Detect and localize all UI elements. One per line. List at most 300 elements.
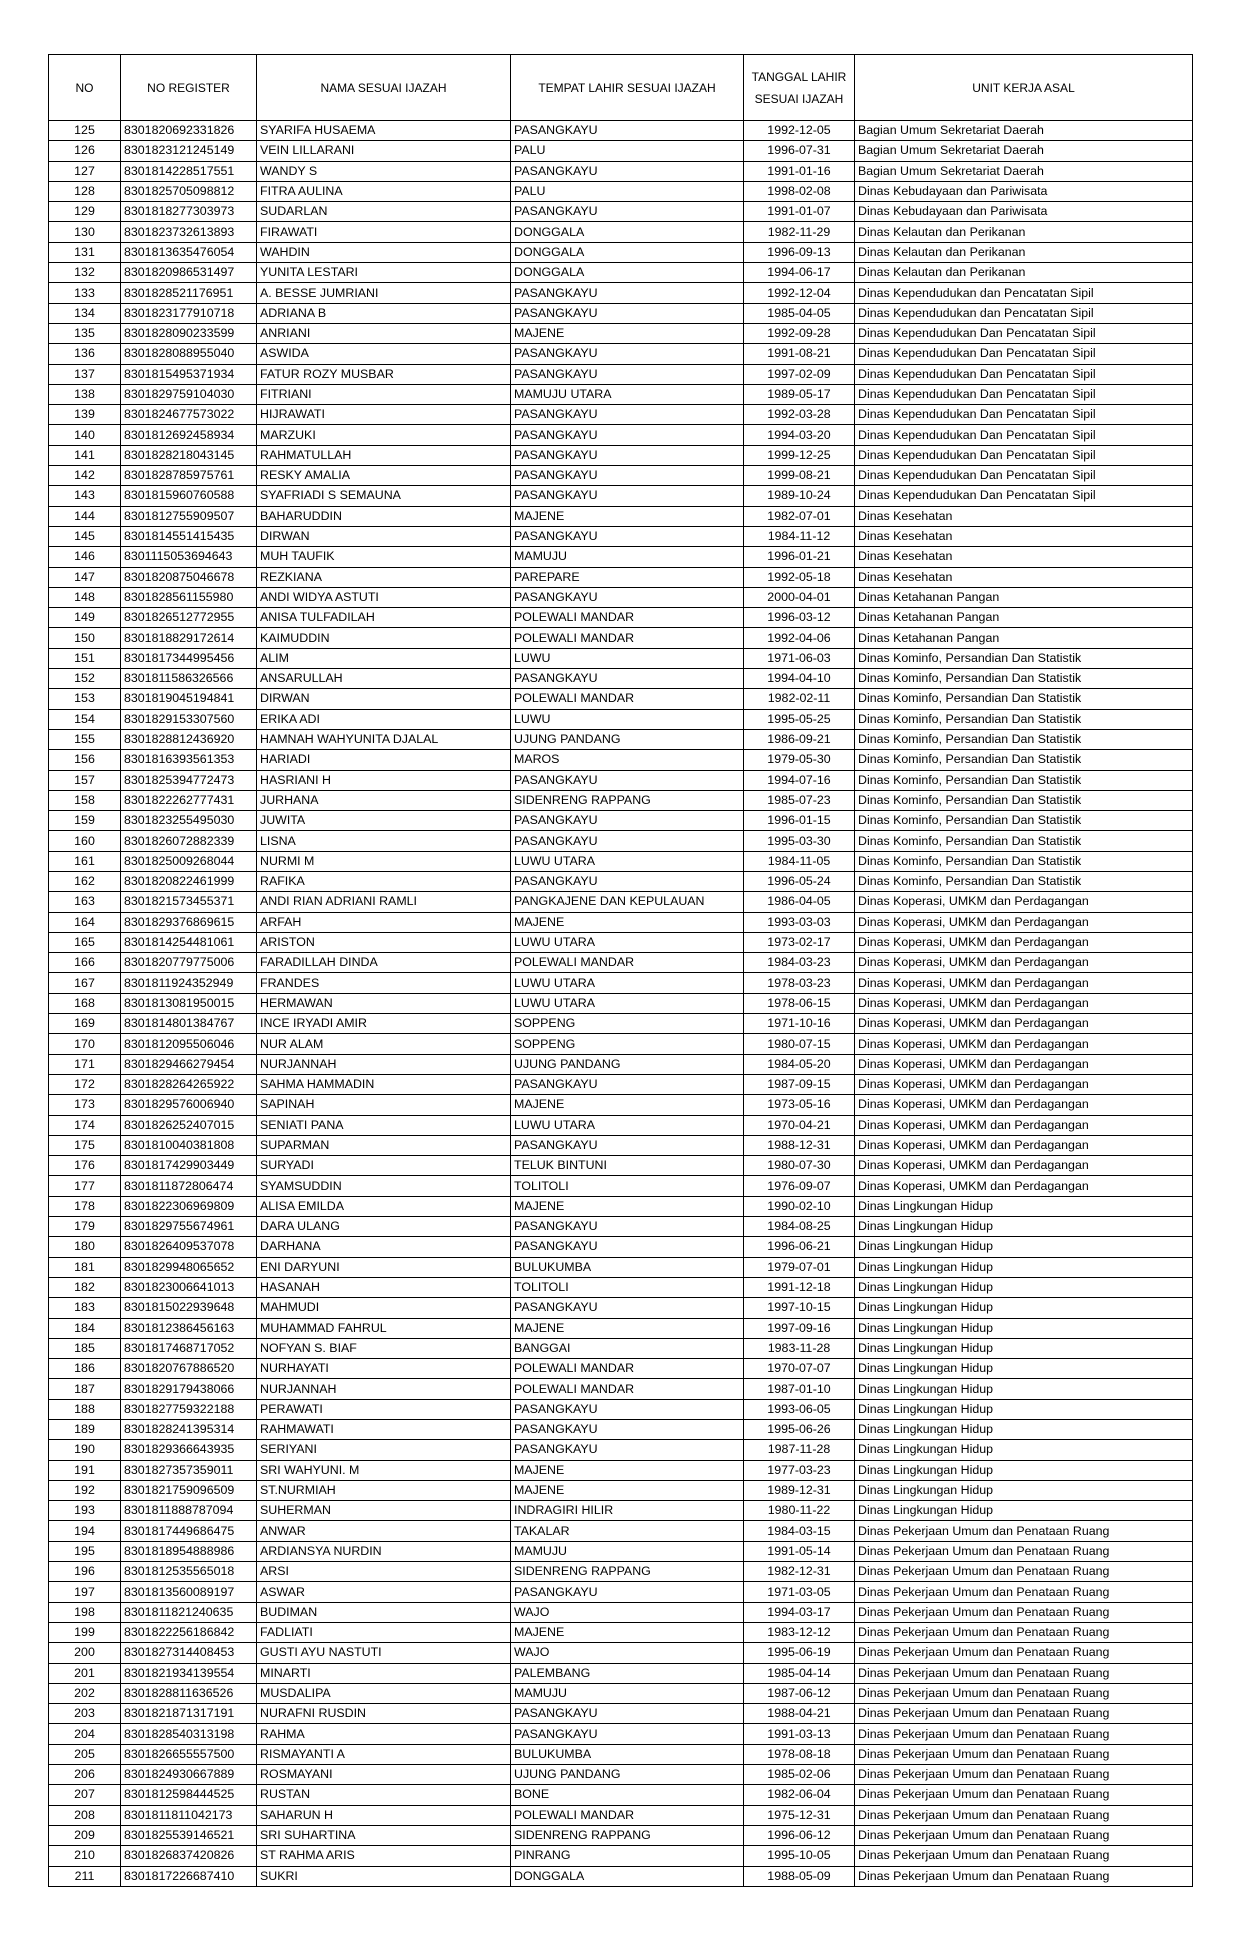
cell-name: ST.NURMIAH	[257, 1480, 511, 1500]
cell-birthdate: 1983-12-12	[744, 1622, 855, 1642]
cell-birthplace: PASANGKAYU	[511, 405, 744, 425]
cell-birthdate: 1970-04-21	[744, 1115, 855, 1135]
cell-birthplace: PALEMBANG	[511, 1663, 744, 1683]
cell-birthdate: 1982-02-11	[744, 689, 855, 709]
cell-unit: Dinas Koperasi, UMKM dan Perdagangan	[855, 1176, 1193, 1196]
cell-birthplace: PALU	[511, 141, 744, 161]
cell-unit: Dinas Kebudayaan dan Pariwisata	[855, 202, 1193, 222]
cell-birthdate: 1987-09-15	[744, 1074, 855, 1094]
cell-birthplace: PINRANG	[511, 1846, 744, 1866]
cell-name: SUKRI	[257, 1866, 511, 1886]
table-row	[49, 384, 1193, 404]
cell-birthdate: 1989-05-17	[744, 384, 855, 404]
table-row	[49, 1014, 1193, 1034]
cell-name: ROSMAYANI	[257, 1765, 511, 1785]
cell-register: 8301817449686475	[121, 1521, 257, 1541]
cell-birthplace: PASANGKAYU	[511, 1237, 744, 1257]
table-row	[49, 1785, 1193, 1805]
cell-name: HERMAWAN	[257, 993, 511, 1013]
cell-birthdate: 1989-10-24	[744, 486, 855, 506]
cell-birthdate: 1976-09-07	[744, 1176, 855, 1196]
cell-no: 189	[49, 1420, 121, 1440]
cell-unit: Dinas Kominfo, Persandian Dan Statistik	[855, 871, 1193, 891]
cell-name: WAHDIN	[257, 242, 511, 262]
cell-unit: Dinas Pekerjaan Umum dan Penataan Ruang	[855, 1744, 1193, 1764]
cell-register: 8301812095506046	[121, 1034, 257, 1054]
cell-unit: Dinas Ketahanan Pangan	[855, 628, 1193, 648]
cell-name: NURMI M	[257, 851, 511, 871]
table-row	[49, 486, 1193, 506]
cell-unit: Dinas Koperasi, UMKM dan Perdagangan	[855, 973, 1193, 993]
cell-unit: Dinas Koperasi, UMKM dan Perdagangan	[855, 1095, 1193, 1115]
cell-birthdate: 1992-03-28	[744, 405, 855, 425]
table-row	[49, 1501, 1193, 1521]
cell-no: 197	[49, 1582, 121, 1602]
cell-birthdate: 1992-04-06	[744, 628, 855, 648]
cell-no: 132	[49, 263, 121, 283]
cell-name: RISMAYANTI A	[257, 1744, 511, 1764]
cell-register: 8301813635476054	[121, 242, 257, 262]
cell-name: ADRIANA B	[257, 303, 511, 323]
cell-unit: Dinas Kependudukan Dan Pencatatan Sipil	[855, 323, 1193, 343]
cell-birthplace: MAMUJU	[511, 547, 744, 567]
cell-birthplace: MAROS	[511, 750, 744, 770]
cell-register: 8301828088955040	[121, 344, 257, 364]
cell-unit: Dinas Kominfo, Persandian Dan Statistik	[855, 689, 1193, 709]
cell-birthplace: PANGKAJENE DAN KEPULAUAN	[511, 892, 744, 912]
cell-name: NUR ALAM	[257, 1034, 511, 1054]
cell-unit: Dinas Kominfo, Persandian Dan Statistik	[855, 669, 1193, 689]
cell-birthdate: 1997-10-15	[744, 1298, 855, 1318]
cell-no: 188	[49, 1399, 121, 1419]
cell-no: 201	[49, 1663, 121, 1683]
table-row	[49, 1420, 1193, 1440]
cell-name: BUDIMAN	[257, 1602, 511, 1622]
cell-unit: Dinas Koperasi, UMKM dan Perdagangan	[855, 1115, 1193, 1135]
cell-birthplace: DONGGALA	[511, 263, 744, 283]
table-row	[49, 1217, 1193, 1237]
cell-no: 203	[49, 1704, 121, 1724]
cell-unit: Dinas Pekerjaan Umum dan Penataan Ruang	[855, 1704, 1193, 1724]
table-row	[49, 750, 1193, 770]
cell-no: 211	[49, 1866, 121, 1886]
cell-unit: Dinas Kesehatan	[855, 506, 1193, 526]
cell-birthdate: 1988-05-09	[744, 1866, 855, 1886]
cell-name: SAPINAH	[257, 1095, 511, 1115]
cell-no: 154	[49, 709, 121, 729]
cell-birthdate: 1982-07-01	[744, 506, 855, 526]
cell-name: MAHMUDI	[257, 1298, 511, 1318]
cell-unit: Dinas Kominfo, Persandian Dan Statistik	[855, 790, 1193, 810]
cell-birthdate: 1996-06-21	[744, 1237, 855, 1257]
cell-register: 8301820692331826	[121, 121, 257, 141]
cell-register: 8301812386456163	[121, 1318, 257, 1338]
cell-birthplace: PASANGKAYU	[511, 1135, 744, 1155]
cell-no: 161	[49, 851, 121, 871]
cell-no: 125	[49, 121, 121, 141]
cell-register: 8301822256186842	[121, 1622, 257, 1642]
cell-no: 140	[49, 425, 121, 445]
table-row	[49, 364, 1193, 384]
cell-name: VEIN LILLARANI	[257, 141, 511, 161]
cell-register: 8301829376869615	[121, 912, 257, 932]
table-row	[49, 1196, 1193, 1216]
cell-name: RAFIKA	[257, 871, 511, 891]
cell-no: 150	[49, 628, 121, 648]
cell-unit: Dinas Pekerjaan Umum dan Penataan Ruang	[855, 1582, 1193, 1602]
table-row	[49, 1440, 1193, 1460]
cell-register: 8301817429903449	[121, 1156, 257, 1176]
cell-no: 209	[49, 1825, 121, 1845]
cell-birthdate: 1995-10-05	[744, 1846, 855, 1866]
cell-register: 8301811888787094	[121, 1501, 257, 1521]
cell-birthdate: 1984-11-05	[744, 851, 855, 871]
cell-no: 183	[49, 1298, 121, 1318]
cell-register: 8301823121245149	[121, 141, 257, 161]
cell-name: A. BESSE JUMRIANI	[257, 283, 511, 303]
cell-unit: Dinas Kominfo, Persandian Dan Statistik	[855, 648, 1193, 668]
cell-birthdate: 1980-07-15	[744, 1034, 855, 1054]
cell-name: DARHANA	[257, 1237, 511, 1257]
cell-no: 173	[49, 1095, 121, 1115]
cell-birthplace: LUWU UTARA	[511, 932, 744, 952]
cell-no: 196	[49, 1562, 121, 1582]
cell-birthplace: PASANGKAYU	[511, 770, 744, 790]
cell-register: 8301814254481061	[121, 932, 257, 952]
cell-birthdate: 1988-04-21	[744, 1704, 855, 1724]
cell-birthdate: 1996-05-24	[744, 871, 855, 891]
cell-register: 8301828812436920	[121, 729, 257, 749]
cell-birthdate: 1987-01-10	[744, 1379, 855, 1399]
cell-register: 8301827759322188	[121, 1399, 257, 1419]
cell-no: 130	[49, 222, 121, 242]
cell-birthplace: POLEWALI MANDAR	[511, 608, 744, 628]
cell-birthplace: SIDENRENG RAPPANG	[511, 1825, 744, 1845]
cell-unit: Dinas Lingkungan Hidup	[855, 1420, 1193, 1440]
cell-no: 127	[49, 161, 121, 181]
cell-unit: Dinas Koperasi, UMKM dan Perdagangan	[855, 1074, 1193, 1094]
cell-register: 8301829948065652	[121, 1257, 257, 1277]
table-row	[49, 1805, 1193, 1825]
cell-no: 176	[49, 1156, 121, 1176]
cell-birthdate: 1978-03-23	[744, 973, 855, 993]
cell-birthdate: 1985-04-05	[744, 303, 855, 323]
cell-birthplace: PASANGKAYU	[511, 831, 744, 851]
cell-unit: Dinas Pekerjaan Umum dan Penataan Ruang	[855, 1846, 1193, 1866]
cell-birthdate: 1999-12-25	[744, 445, 855, 465]
cell-no: 195	[49, 1541, 121, 1561]
cell-birthdate: 1991-05-14	[744, 1541, 855, 1561]
cell-unit: Dinas Koperasi, UMKM dan Perdagangan	[855, 1054, 1193, 1074]
table-row	[49, 953, 1193, 973]
cell-register: 8301811872806474	[121, 1176, 257, 1196]
cell-register: 8301825394772473	[121, 770, 257, 790]
cell-register: 8301815022939648	[121, 1298, 257, 1318]
cell-no: 133	[49, 283, 121, 303]
cell-no: 191	[49, 1460, 121, 1480]
cell-name: GUSTI AYU NASTUTI	[257, 1643, 511, 1663]
cell-no: 165	[49, 932, 121, 952]
cell-register: 8301823732613893	[121, 222, 257, 242]
cell-unit: Dinas Kesehatan	[855, 547, 1193, 567]
cell-no: 172	[49, 1074, 121, 1094]
cell-name: SENIATI PANA	[257, 1115, 511, 1135]
table-row	[49, 871, 1193, 891]
cell-birthdate: 1994-03-20	[744, 425, 855, 445]
cell-no: 199	[49, 1622, 121, 1642]
cell-name: RESKY AMALIA	[257, 466, 511, 486]
cell-birthplace: MAJENE	[511, 1460, 744, 1480]
cell-birthplace: TOLITOLI	[511, 1277, 744, 1297]
cell-register: 8301829366643935	[121, 1440, 257, 1460]
cell-name: HARIADI	[257, 750, 511, 770]
cell-birthplace: PASANGKAYU	[511, 344, 744, 364]
cell-no: 206	[49, 1765, 121, 1785]
cell-name: INCE IRYADI AMIR	[257, 1014, 511, 1034]
cell-birthplace: MAJENE	[511, 912, 744, 932]
cell-name: ARFAH	[257, 912, 511, 932]
cell-unit: Dinas Koperasi, UMKM dan Perdagangan	[855, 1135, 1193, 1155]
cell-register: 8301820767886520	[121, 1359, 257, 1379]
cell-birthdate: 1995-05-25	[744, 709, 855, 729]
cell-register: 8301828090233599	[121, 323, 257, 343]
cell-unit: Dinas Ketahanan Pangan	[855, 608, 1193, 628]
table-row	[49, 547, 1193, 567]
cell-register: 8301829179438066	[121, 1379, 257, 1399]
cell-birthdate: 1999-08-21	[744, 466, 855, 486]
cell-no: 177	[49, 1176, 121, 1196]
cell-name: REZKIANA	[257, 567, 511, 587]
cell-name: FRANDES	[257, 973, 511, 993]
cell-register: 8301825539146521	[121, 1825, 257, 1845]
cell-birthplace: PASANGKAYU	[511, 1074, 744, 1094]
register-table	[48, 54, 1193, 1887]
table-row	[49, 242, 1193, 262]
table-row	[49, 1338, 1193, 1358]
cell-unit: Dinas Lingkungan Hidup	[855, 1277, 1193, 1297]
cell-name: FITRA AULINA	[257, 181, 511, 201]
table-row	[49, 263, 1193, 283]
cell-birthplace: SIDENRENG RAPPANG	[511, 1562, 744, 1582]
cell-register: 8301824677573022	[121, 405, 257, 425]
cell-birthdate: 1985-07-23	[744, 790, 855, 810]
cell-birthdate: 1971-06-03	[744, 648, 855, 668]
cell-no: 145	[49, 526, 121, 546]
cell-register: 8301823177910718	[121, 303, 257, 323]
cell-register: 8301819045194841	[121, 689, 257, 709]
cell-no: 175	[49, 1135, 121, 1155]
cell-birthplace: BONE	[511, 1785, 744, 1805]
cell-birthplace: POLEWALI MANDAR	[511, 689, 744, 709]
cell-birthplace: PASANGKAYU	[511, 466, 744, 486]
cell-name: ALISA EMILDA	[257, 1196, 511, 1216]
cell-register: 8301821871317191	[121, 1704, 257, 1724]
table-row	[49, 973, 1193, 993]
cell-unit: Dinas Kependudukan Dan Pencatatan Sipil	[855, 445, 1193, 465]
cell-name: HIJRAWATI	[257, 405, 511, 425]
cell-register: 8301818954888986	[121, 1541, 257, 1561]
cell-unit: Dinas Kelautan dan Perikanan	[855, 242, 1193, 262]
cell-no: 198	[49, 1602, 121, 1622]
cell-register: 8301827357359011	[121, 1460, 257, 1480]
cell-birthdate: 1992-05-18	[744, 567, 855, 587]
cell-birthdate: 1991-01-16	[744, 161, 855, 181]
cell-unit: Dinas Pekerjaan Umum dan Penataan Ruang	[855, 1724, 1193, 1744]
cell-unit: Dinas Lingkungan Hidup	[855, 1237, 1193, 1257]
cell-birthdate: 1987-11-28	[744, 1440, 855, 1460]
cell-birthdate: 1994-04-10	[744, 669, 855, 689]
cell-birthdate: 1996-07-31	[744, 141, 855, 161]
cell-birthdate: 1993-03-03	[744, 912, 855, 932]
cell-unit: Bagian Umum Sekretariat Daerah	[855, 161, 1193, 181]
cell-name: JURHANA	[257, 790, 511, 810]
cell-register: 8301826655557500	[121, 1744, 257, 1764]
cell-birthplace: PASANGKAYU	[511, 425, 744, 445]
cell-no: 169	[49, 1014, 121, 1034]
table-row	[49, 1825, 1193, 1845]
cell-birthdate: 1971-10-16	[744, 1014, 855, 1034]
table-row	[49, 141, 1193, 161]
cell-birthdate: 1991-03-13	[744, 1724, 855, 1744]
cell-no: 128	[49, 181, 121, 201]
cell-birthplace: MAJENE	[511, 506, 744, 526]
cell-unit: Dinas Pekerjaan Umum dan Penataan Ruang	[855, 1866, 1193, 1886]
cell-no: 143	[49, 486, 121, 506]
cell-no: 180	[49, 1237, 121, 1257]
cell-birthdate: 1997-09-16	[744, 1318, 855, 1338]
table-header	[49, 55, 1193, 121]
cell-unit: Dinas Koperasi, UMKM dan Perdagangan	[855, 892, 1193, 912]
cell-birthdate: 1993-06-05	[744, 1399, 855, 1419]
cell-birthplace: MAJENE	[511, 1095, 744, 1115]
cell-no: 166	[49, 953, 121, 973]
cell-register: 8301824930667889	[121, 1765, 257, 1785]
cell-register: 8301811586326566	[121, 669, 257, 689]
cell-birthdate: 1995-06-19	[744, 1643, 855, 1663]
cell-birthplace: PASANGKAYU	[511, 161, 744, 181]
cell-register: 8301812598444525	[121, 1785, 257, 1805]
header-birthplace: TEMPAT LAHIR SESUAI IJAZAH	[511, 55, 744, 121]
cell-register: 8301811811042173	[121, 1805, 257, 1825]
cell-no: 208	[49, 1805, 121, 1825]
table-row	[49, 1176, 1193, 1196]
table-body	[49, 121, 1193, 1887]
cell-register: 8301814551415435	[121, 526, 257, 546]
cell-birthdate: 1994-07-16	[744, 770, 855, 790]
cell-birthplace: TOLITOLI	[511, 1176, 744, 1196]
cell-birthplace: MAMUJU	[511, 1683, 744, 1703]
cell-name: ARISTON	[257, 932, 511, 952]
cell-name: NURJANNAH	[257, 1054, 511, 1074]
cell-name: SYARIFA HUSAEMA	[257, 121, 511, 141]
table-row	[49, 1379, 1193, 1399]
cell-register: 8301825705098812	[121, 181, 257, 201]
cell-unit: Dinas Kependudukan Dan Pencatatan Sipil	[855, 425, 1193, 445]
cell-no: 152	[49, 669, 121, 689]
cell-unit: Dinas Kependudukan Dan Pencatatan Sipil	[855, 344, 1193, 364]
cell-birthdate: 1991-08-21	[744, 344, 855, 364]
cell-birthdate: 1996-01-15	[744, 811, 855, 831]
cell-name: ALIM	[257, 648, 511, 668]
cell-register: 8301826837420826	[121, 1846, 257, 1866]
cell-name: ARDIANSYA NURDIN	[257, 1541, 511, 1561]
cell-unit: Dinas Koperasi, UMKM dan Perdagangan	[855, 1014, 1193, 1034]
cell-no: 167	[49, 973, 121, 993]
cell-register: 8301115053694643	[121, 547, 257, 567]
cell-birthdate: 1984-03-15	[744, 1521, 855, 1541]
cell-name: DIRWAN	[257, 526, 511, 546]
cell-birthplace: POLEWALI MANDAR	[511, 1805, 744, 1825]
cell-birthdate: 1973-05-16	[744, 1095, 855, 1115]
cell-name: HASRIANI H	[257, 770, 511, 790]
cell-birthdate: 1990-02-10	[744, 1196, 855, 1216]
cell-name: ANRIANI	[257, 323, 511, 343]
cell-birthdate: 1982-06-04	[744, 1785, 855, 1805]
cell-name: MUHAMMAD FAHRUL	[257, 1318, 511, 1338]
cell-register: 8301814228517551	[121, 161, 257, 181]
cell-name: PERAWATI	[257, 1399, 511, 1419]
table-row	[49, 932, 1193, 952]
cell-name: ST RAHMA ARIS	[257, 1846, 511, 1866]
cell-unit: Dinas Lingkungan Hidup	[855, 1257, 1193, 1277]
cell-unit: Dinas Kependudukan dan Pencatatan Sipil	[855, 283, 1193, 303]
cell-no: 168	[49, 993, 121, 1013]
cell-no: 156	[49, 750, 121, 770]
cell-no: 185	[49, 1338, 121, 1358]
table-row	[49, 161, 1193, 181]
table-row	[49, 181, 1193, 201]
cell-name: KAIMUDDIN	[257, 628, 511, 648]
table-row	[49, 1095, 1193, 1115]
cell-birthplace: PASANGKAYU	[511, 669, 744, 689]
table-row	[49, 1054, 1193, 1074]
cell-unit: Dinas Pekerjaan Umum dan Penataan Ruang	[855, 1785, 1193, 1805]
cell-birthplace: PASANGKAYU	[511, 364, 744, 384]
table-row	[49, 1115, 1193, 1135]
cell-unit: Dinas Kependudukan Dan Pencatatan Sipil	[855, 486, 1193, 506]
cell-birthplace: PASANGKAYU	[511, 303, 744, 323]
cell-register: 8301826409537078	[121, 1237, 257, 1257]
cell-no: 184	[49, 1318, 121, 1338]
cell-register: 8301820875046678	[121, 567, 257, 587]
cell-no: 162	[49, 871, 121, 891]
cell-unit: Dinas Lingkungan Hidup	[855, 1460, 1193, 1480]
cell-unit: Dinas Kominfo, Persandian Dan Statistik	[855, 851, 1193, 871]
cell-no: 146	[49, 547, 121, 567]
table-row	[49, 1622, 1193, 1642]
cell-birthdate: 2000-04-01	[744, 587, 855, 607]
cell-register: 8301818829172614	[121, 628, 257, 648]
cell-register: 8301812755909507	[121, 506, 257, 526]
cell-name: HAMNAH WAHYUNITA DJALAL	[257, 729, 511, 749]
cell-name: RUSTAN	[257, 1785, 511, 1805]
cell-birthdate: 1975-12-31	[744, 1805, 855, 1825]
cell-register: 8301815960760588	[121, 486, 257, 506]
cell-unit: Dinas Koperasi, UMKM dan Perdagangan	[855, 993, 1193, 1013]
cell-birthplace: SIDENRENG RAPPANG	[511, 790, 744, 810]
cell-birthplace: DONGGALA	[511, 242, 744, 262]
cell-birthdate: 1996-03-12	[744, 608, 855, 628]
cell-name: FITRIANI	[257, 384, 511, 404]
cell-unit: Dinas Koperasi, UMKM dan Perdagangan	[855, 953, 1193, 973]
cell-birthdate: 1996-06-12	[744, 1825, 855, 1845]
cell-no: 192	[49, 1480, 121, 1500]
cell-register: 8301816393561353	[121, 750, 257, 770]
cell-no: 163	[49, 892, 121, 912]
cell-register: 8301821759096509	[121, 1480, 257, 1500]
cell-register: 8301828264265922	[121, 1074, 257, 1094]
cell-birthplace: UJUNG PANDANG	[511, 1765, 744, 1785]
